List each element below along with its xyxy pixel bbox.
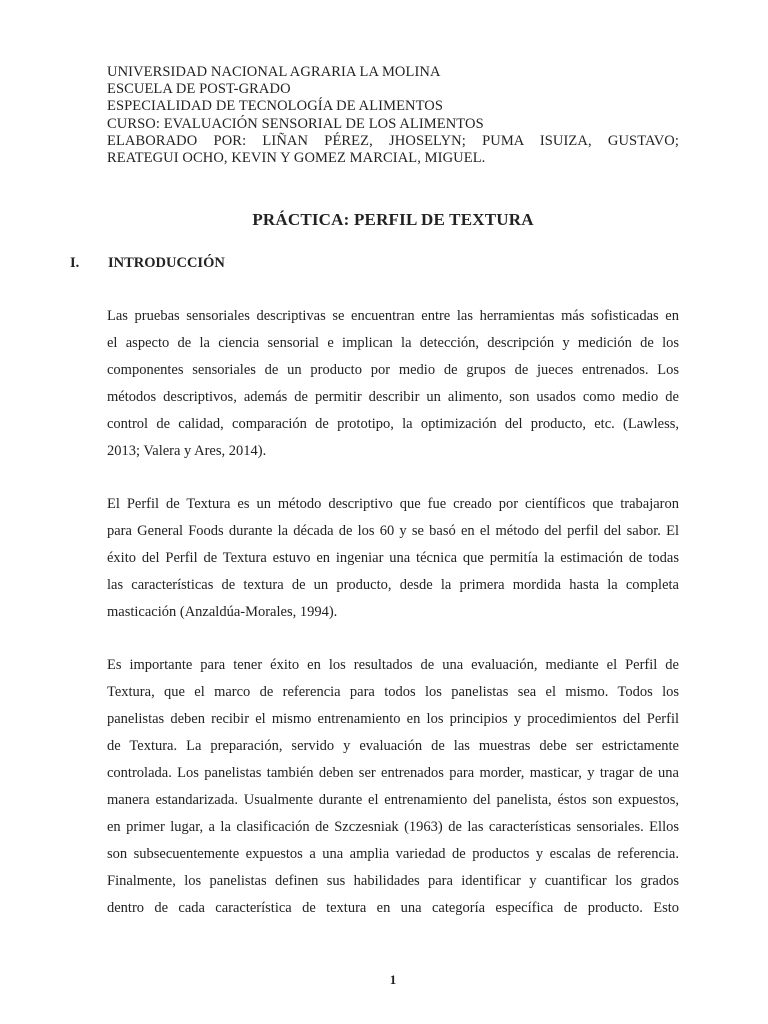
paragraph-line: Las pruebas sensoriales descriptivas se encuentran entre las herramientas más sofisticadas en xyxy=(107,308,679,324)
paragraph-line: el aspecto de la ciencia sensorial e implican la detección, descripción y medición de los xyxy=(107,335,679,351)
section-heading xyxy=(70,255,225,272)
paragraph-line: éxito del Perfil de Textura estuvo en ingeniar una técnica que permitía la estimación de todas xyxy=(107,550,679,566)
page-number: 1 xyxy=(389,972,397,987)
paragraph-line: de Textura. La preparación, servido y evaluación de las muestras debe ser estrictamente xyxy=(107,738,679,754)
section-title: INTRODUCCIÓN xyxy=(108,255,225,271)
header-line-specialty: ESPECIALIDAD DE TECNOLOGÍA DE ALIMENTOS xyxy=(107,98,444,115)
paragraph-line: en primer lugar, a la clasificación de Szczesniak (1963) de las características sensoriales. Ellos xyxy=(107,819,679,835)
paragraph-line: Textura, que el marco de referencia para todos los panelistas sea el mismo. Todos los xyxy=(107,684,679,700)
paragraph-line: panelistas deben recibir el mismo entrenamiento en los principios y procedimientos del Perfil xyxy=(107,711,679,727)
paragraph-line: masticación (Anzaldúa-Morales, 1994). xyxy=(107,604,338,620)
header-line-authors: ELABORADO POR: LIÑAN PÉREZ, JHOSELYN; PUMA ISUIZA, GUSTAVO; xyxy=(107,132,679,149)
section-number: I. xyxy=(70,255,80,271)
header-line-authors-continued: REATEGUI OCHO, KEVIN Y GOMEZ MARCIAL, MIGUEL. xyxy=(107,150,486,167)
paragraph-line: componentes sensoriales de un producto por medio de grupos de jueces entrenados. Los xyxy=(107,362,679,378)
paragraph-1 xyxy=(107,303,679,465)
paragraph-line: Finalmente, los panelistas definen sus habilidades para identificar y cuantificar los grados xyxy=(107,873,679,889)
header-line-university: UNIVERSIDAD NACIONAL AGRARIA LA MOLINA xyxy=(107,64,441,80)
document-header xyxy=(107,64,679,167)
paragraph-3 xyxy=(107,652,679,922)
document-title: PRÁCTICA: PERFIL DE TEXTURA xyxy=(252,210,534,229)
paragraph-2 xyxy=(107,491,679,626)
paragraph-line: El Perfil de Textura es un método descriptivo que fue creado por científicos que trabajaron xyxy=(107,496,679,512)
paragraph-line: manera estandarizada. Usualmente durante el entrenamiento del panelista, éstos son expuestos, xyxy=(107,792,679,808)
paragraph-line: métodos descriptivos, además de permitir describir un alimento, son usados como medio de xyxy=(107,389,679,405)
paragraph-line: Es importante para tener éxito en los resultados de una evaluación, mediante el Perfil de xyxy=(107,657,679,673)
paragraph-line: controlada. Los panelistas también deben ser entrenados para morder, masticar, y tragar de una xyxy=(107,765,679,781)
paragraph-line: las características de textura de un producto, desde la primera mordida hasta la completa xyxy=(107,577,679,593)
paragraph-line: control de calidad, comparación de prototipo, la optimización del producto, etc. (Lawless, xyxy=(107,416,679,432)
paragraph-line: 2013; Valera y Ares, 2014). xyxy=(107,443,267,459)
paragraph-line: son subsecuentemente expuestos a una amplia variedad de productos y escalas de referencia. xyxy=(107,846,679,862)
paragraph-line: para General Foods durante la década de los 60 y se basó en el método del perfil del sabor. El xyxy=(107,523,679,539)
paragraph-line: dentro de cada característica de textura en una categoría específica de producto. Esto xyxy=(107,900,679,916)
header-line-school: ESCUELA DE POST-GRADO xyxy=(107,81,291,98)
header-line-course: CURSO: EVALUACIÓN SENSORIAL DE LOS ALIMENTOS xyxy=(107,115,484,132)
